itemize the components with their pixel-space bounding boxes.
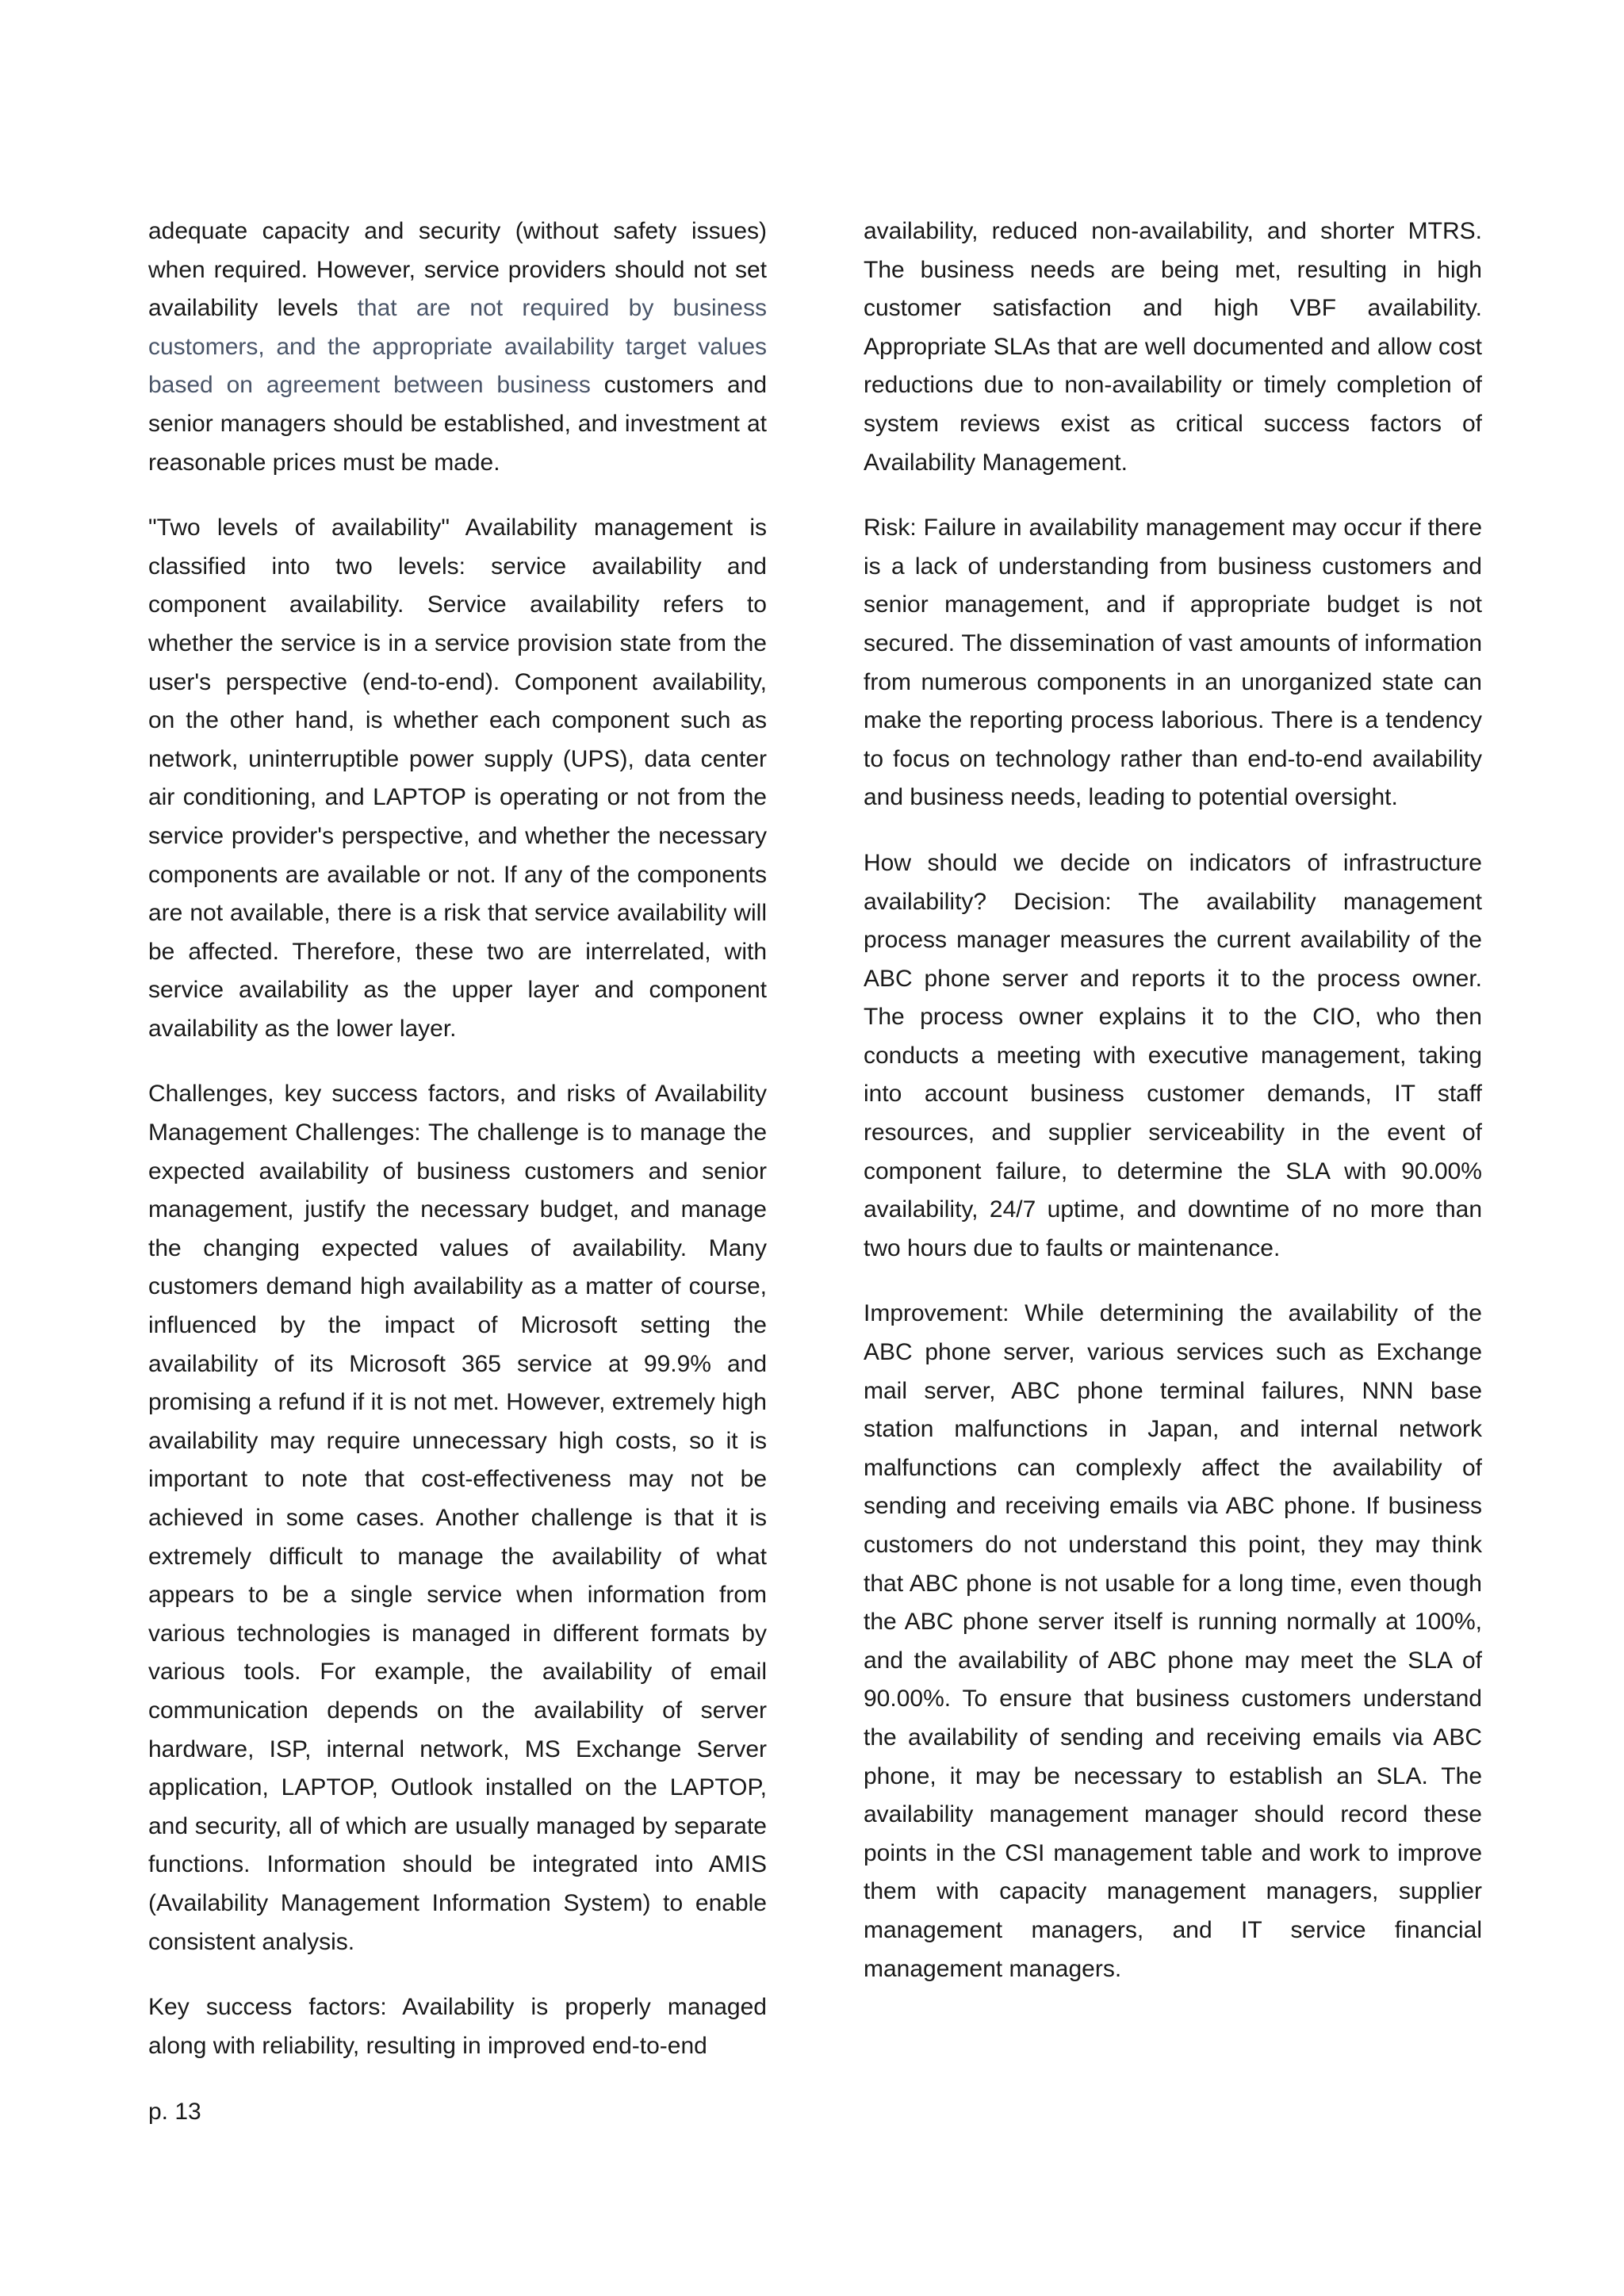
left-paragraph-1-text-b: customers and senior managers should be established, and investment at reasonable prices must be made. (148, 372, 768, 476)
left-paragraph-1-text-muted: that are not required by business customers, and the appropriate availability target values based on agreement between business (148, 295, 767, 399)
right-paragraph-1: availability, reduced non-availability, and shorter MTRS. The business needs are being met, resulting in high customer satisfaction and high VBF availability. Appropriate SLAs that are well documented and allow cost reductions due to non-availability or timely completion of system reviews exist as critical success factors of Availability Management. (864, 218, 1482, 476)
left-paragraph-1 (148, 212, 767, 482)
right-paragraph-2: Risk: Failure in availability management may occur if there is a lack of understanding from business customers and senior management, and if appropriate budget is not secured. The dissemination of vast amounts of information from numerous components in an unorganized state can make the reporting process laborious. There is a tendency to focus on technology rather than end-to-end availability and business needs, leading to potential oversight. (864, 515, 1482, 811)
left-paragraph-2: "Two levels of availability" Availability management is classified into two levels: service availability and component availability. Service availability refers to whether the service is in a service provision state from the user's perspective (end-to-end). Component availability, on the other hand, is whether each component such as network, uninterruptible power supply (UPS), data center air conditioning, and LAPTOP is operating or not from the service provider's perspective, and whether the necessary components are available or not. If any of the components are not available, there is a risk that service availability will be affected. Therefore, these two are interrelated, with service availability as the upper layer and component availability as the lower layer. (148, 515, 767, 1042)
right-paragraph-3: How should we decide on indicators of infrastructure availability? Decision: The availability management process manager measures the current availability of the ABC phone server and reports it to the process owner. The process owner explains it to the CIO, who then conducts a meeting with executive management, taking into account business customer demands, IT staff resources, and supplier serviceability in the event of component failure, to determine the SLA with 90.00% availability, 24/7 uptime, and downtime of no more than two hours due to faults or maintenance. (864, 849, 1482, 1261)
right-column (864, 212, 1482, 2015)
left-paragraph-4: Key success factors: Availability is properly managed along with reliability, resulting in improved end-to-end (148, 1994, 767, 2059)
left-paragraph-3: Challenges, key success factors, and risks of Availability Management Challenges: The challenge is to manage the expected availability of business customers and senior management, justify the necessary budget, and manage the changing expected values of availability. Many customers demand high availability as a matter of course, influenced by the impact of Microsoft setting the availability of its Microsoft 365 service at 99.9% and promising a refund if it is not met. However, extremely high availability may require unnecessary high costs, so it is important to note that cost-effectiveness may not be achieved in some cases. Another challenge is that it is extremely difficult to manage the availability of what appears to be a single service when information from various technologies is managed in different formats by various tools. For example, the availability of email communication depends on the availability of server hardware, ISP, internal network, MS Exchange Server application, LAPTOP, Outlook installed on the LAPTOP, and security, all of which are usually managed by separate functions. Information should be integrated into AMIS (Availability Management Information System) to enable consistent analysis. (148, 1081, 767, 1955)
left-paragraph-1-text-a: adequate capacity and security (without safety issues) when required. However, service providers should not set availability levels (148, 218, 767, 322)
page-number: p. 13 (148, 2099, 201, 2125)
right-paragraph-4: Improvement: While determining the availability of the ABC phone server, various services such as Exchange mail server, ABC phone terminal failures, NNN base station malfunctions in Japan, and internal network malfunctions can complexly affect the availability of sending and receiving emails via ABC phone. If business customers do not understand this point, they may think that ABC phone is not usable for a long time, even though the ABC phone server itself is running normally at 100%, and the availability of ABC phone may meet the SLA of 90.00%. To ensure that business customers understand the availability of sending and receiving emails via ABC phone, it may be necessary to establish an SLA. The availability management manager should record these points in the CSI management table and work to improve them with capacity management managers, supplier management managers, and IT service financial management managers. (864, 1300, 1482, 1982)
left-column (148, 212, 767, 2092)
